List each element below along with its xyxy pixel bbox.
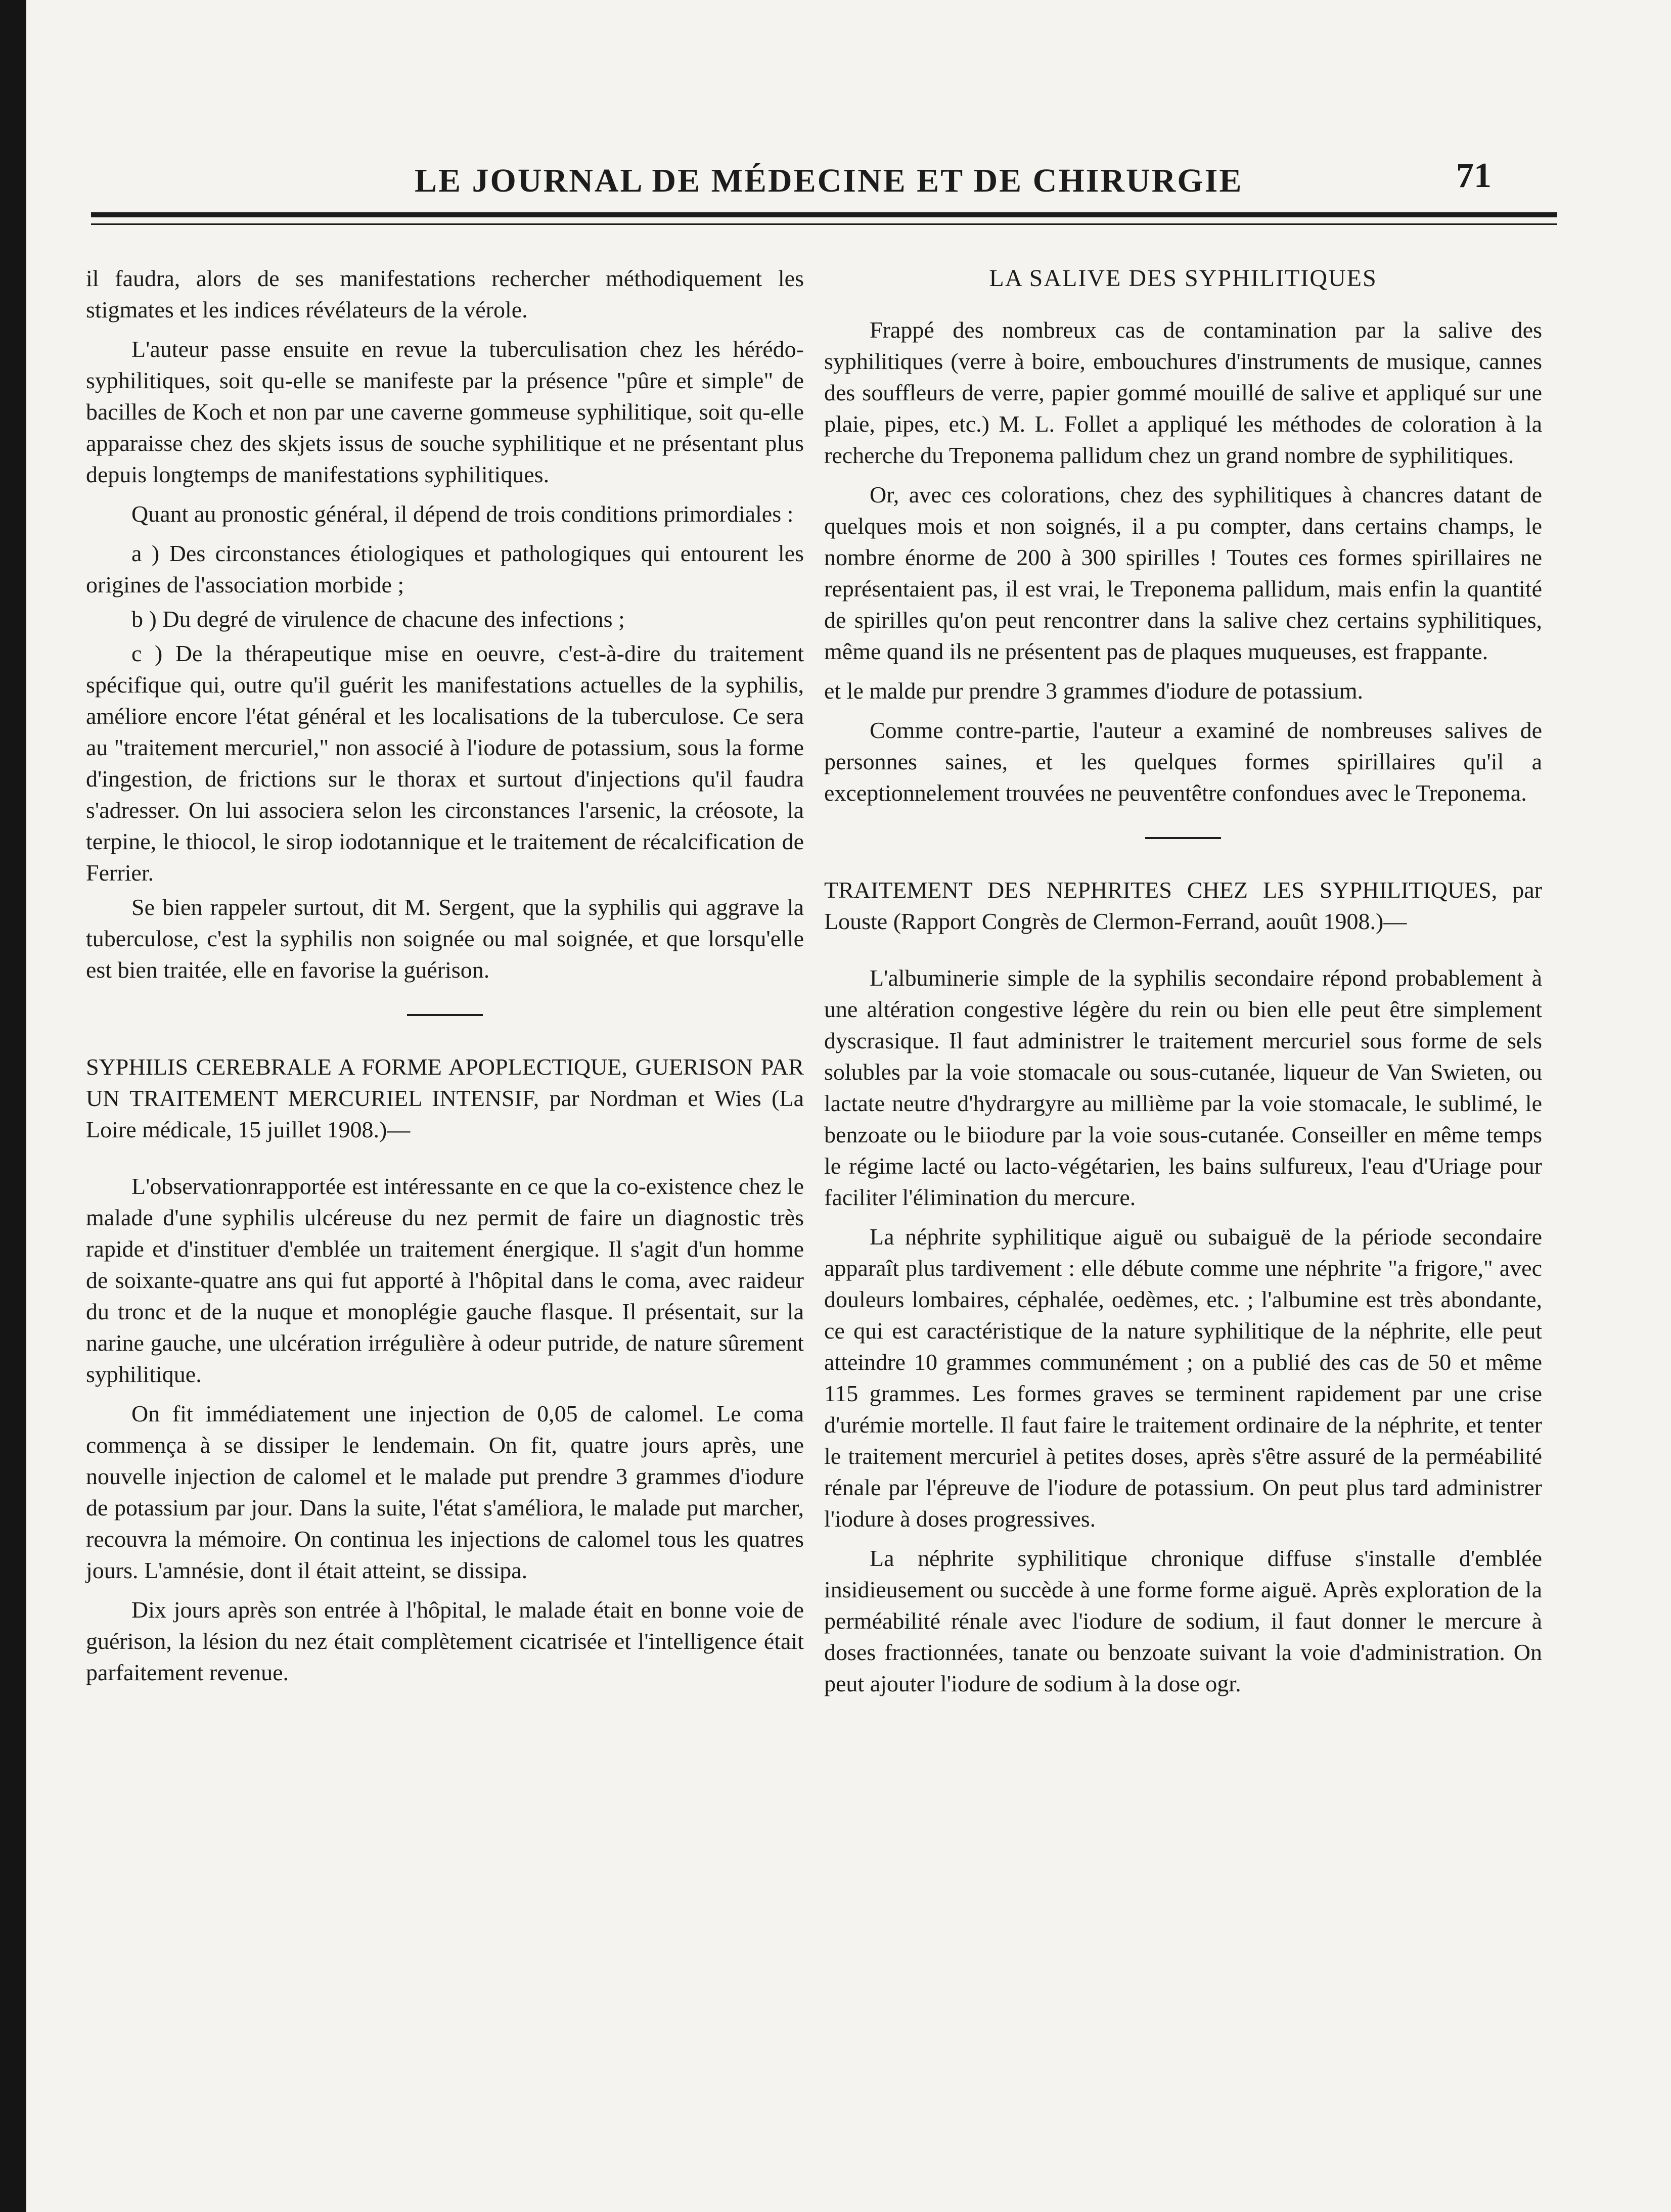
paragraph: La néphrite syphilitique aiguë ou subaiguë de la période secondaire apparaît plus tardivement : elle débute comme une néphrite "a frigore," avec douleurs lombaires, céphalée, oedèmes, etc. ; l'albumine est très abondante, ce qui est caractéristique de la nature syphilitique de la néphrite, elle peut atteindre 10 grammes communément ; on a publié des cas de 50 et même 115 grammes. Les formes graves se terminent rapidement par une crise d'urémie mortelle. Il faut faire le traitement ordinaire de la néphrite, et tenter le traitement mercuriel à petites doses, après s'être assuré de la perméabilité rénale par l'épreuve de l'iodure de potassium. On peut plus tard administrer l'iodure à doses progressives.	[824, 1224, 1542, 1532]
page-number: 71	[1456, 156, 1492, 195]
article-title: TRAITEMENT DES NEPHRITES CHEZ LES SYPHILITIQUES, par Louste (Rapport Congrès de Clermon-Ferrand, aouût 1908.)—	[824, 877, 1542, 934]
paragraph: On fit immédiatement une injection de 0,05 de calomel. Le coma commença à se dissiper le lendemain. On fit, quatre jours après, une nouvelle injection de calomel et le malade put prendre 3 grammes d'iodure de potassium par jour. Dans la suite, l'état s'améliora, le malade put marcher, recouvra la mémoire. On continua les injections de calomel tous les quatres jours. L'amnésie, dont il était atteint, se dissipa.	[86, 1401, 804, 1583]
paragraph: L'auteur passe ensuite en revue la tuberculisation chez les hérédo-syphilitiques, soit qu-elle se manifeste par la présence "pûre et simple" de bacilles de Koch et non par une caverne gommeuse syphilitique, soit qu-elle apparaisse chez des skjets issus de souche syphilitique et ne présentant plus depuis longtemps de manifestations syphilitiques.	[86, 336, 804, 487]
binding-edge	[0, 0, 26, 2212]
list-item: a ) Des circonstances étiologiques et pathologiques qui entourent les origines de l'association morbide ;	[86, 540, 804, 597]
list-item: c ) De la thérapeutique mise en oeuvre, c'est-à-dire du traitement spécifique qui, outre qu'il guérit les manifestations actuelles de la syphilis, améliore encore l'état général et les localisations de la tuberculose. Ce sera au "traitement mercuriel," non associé à l'iodure de potassium, sous la forme d'ingestion, de frictions sur le thorax et surtout d'injections qu'il faudra s'adresser. On lui associera selon les circonstances l'arsenic, la créosote, la terpine, le thiocol, le sirop iodotannique et le traitement de récalcification de Ferrier.	[86, 640, 804, 886]
page-header	[91, 152, 1557, 233]
section-title: LA SALIVE DES SYPHILITIQUES	[989, 265, 1377, 292]
paragraph: Comme contre-partie, l'auteur a examiné de nombreuses salives de personnes saines, et les quelques formes spirillaires qu'il a exceptionnelement trouvées ne peuventêtre confondues avec le Treponema.	[824, 717, 1542, 806]
paragraph: Quant au pronostic général, il dépend de trois conditions primordiales :	[131, 501, 794, 527]
header-rule-thin	[91, 223, 1557, 225]
paragraph: Or, avec ces colorations, chez des syphilitiques à chancres datant de quelques mois et non soignés, il a pu compter, dans certains champs, le nombre énorme de 200 à 300 spirilles ! Toutes ces formes spirillaires ne représentaient pas, il est vrai, le Treponema pallidum, mais enfin la quantité de spirilles qu'on peut rencontrer dans la salive chez certains syphilitiques, même quand ils ne présentent pas de plaques muqueuses, est frappante.	[824, 482, 1542, 664]
paragraph: L'albuminerie simple de la syphilis secondaire répond probablement à une altération congestive légère du rein ou bien elle peut être simplement dyscrasique. Il faut administrer le traitement mercuriel sous forme de sels solubles par la voie stomacale ou sous-cutanée, liqueur de Van Swieten, ou lactate neutre d'hydrargyre au millième par la voie stomacale, le sublimé, le benzoate ou le biiodure par la voie sous-cutanée. Conseiller en même temps le régime lacté ou lacto-végétarien, les bains sulfureux, l'eau d'Uriage pour faciliter l'élimination du mercure.	[824, 965, 1542, 1210]
list-item: b ) Du degré de virulence de chacune des infections ;	[131, 606, 625, 632]
paragraph: Dix jours après son entrée à l'hôpital, le malade était en bonne voie de guérison, la lésion du nez était complètement cicatrisée et l'intelligence était parfaitement revenue.	[86, 1597, 804, 1685]
paragraph: il faudra, alors de ses manifestations rechercher méthodiquement les stigmates et les indices révélateurs de la vérole.	[86, 265, 804, 322]
paragraph: et le malde pur prendre 3 grammes d'iodure de potassium.	[824, 678, 1363, 704]
right-column	[824, 263, 1542, 1708]
section-divider	[1145, 837, 1221, 839]
header-rule-thick	[91, 212, 1557, 217]
paragraph: Se bien rappeler surtout, dit M. Sergent, que la syphilis qui aggrave la tuberculose, c'est la syphilis non soignée ou mal soignée, et que lorsqu'elle est bien traitée, elle en favorise la guérison.	[86, 894, 804, 983]
paragraph: Frappé des nombreux cas de contamination par la salive des syphilitiques (verre à boire, embouchures d'instruments de musique, cannes des souffleurs de verre, papier gommé mouillé de salive et appliqué sur une plaie, pipes, etc.) M. L. Follet a appliqué les méthodes de coloration à la recherche du Treponema pallidum chez un grand nombre de syphilitiques.	[824, 317, 1542, 468]
paragraph: L'observationrapportée est intéressante en ce que la co-existence chez le malade d'une syphilis ulcéreuse du nez permit de faire un diagnostic très rapide et d'instituer d'emblée un traitement énergique. Il s'agit d'un homme de soixante-quatre ans qui fut apporté à l'hôpital dans le coma, avec raideur du tronc et de la nuque et monoplégie gauche flasque. Il présentait, sur la narine gauche, une ulcération irrégulière à odeur putride, de nature sûrement syphilitique.	[86, 1173, 804, 1387]
left-column	[86, 263, 804, 1696]
section-divider	[407, 1014, 483, 1016]
paragraph: La néphrite syphilitique chronique diffuse s'installe d'emblée insidieusement ou succède à une forme forme aiguë. Après exploration de la perméabilité rénale avec l'iodure de sodium, il faut donner le mercure à doses fractionnées, tanate ou benzoate suivant la voie d'administration. On peut ajouter l'iodure de sodium à la dose ogr.	[824, 1545, 1542, 1696]
running-title: LE JOURNAL DE MÉDECINE ET DE CHIRURGIE	[415, 162, 1243, 199]
article-title: SYPHILIS CEREBRALE A FORME APOPLECTIQUE, GUERISON PAR UN TRAITEMENT MERCURIEL INTENSIF, par Nordman et Wies (La Loire médicale, 15 juillet 1908.)—	[86, 1054, 804, 1142]
